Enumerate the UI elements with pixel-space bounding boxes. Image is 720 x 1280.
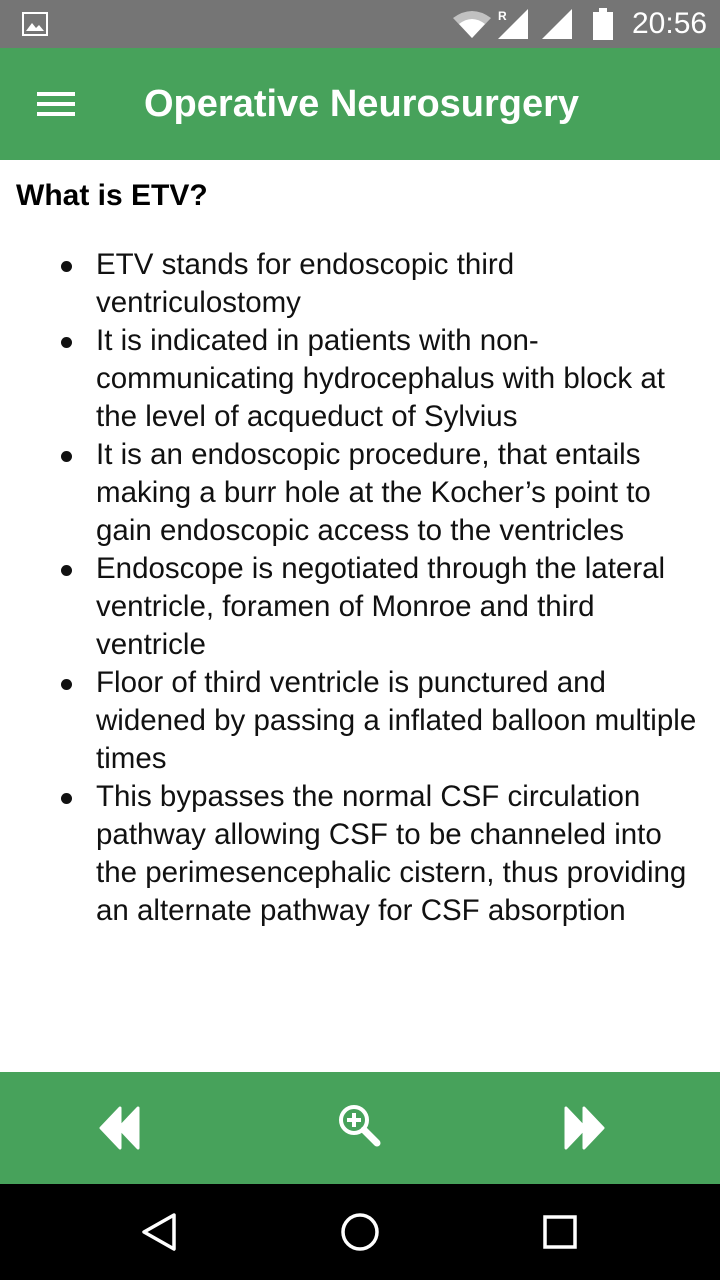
app-title: Operative Neurosurgery [144, 83, 580, 125]
list-item [96, 322, 708, 436]
bullet-dot-icon [61, 261, 72, 272]
system-back-button[interactable] [138, 1210, 182, 1254]
list-item-text: This bypasses the normal CSF circulation pathway allowing CSF to be channeled into the perimesencephalic cistern, thus providing an alternate pathway for CSF absorption [96, 780, 687, 927]
status-clock: 20:56 [632, 7, 708, 40]
gallery-icon [22, 12, 48, 36]
fast-forward-icon [560, 1104, 608, 1152]
list-item-text: ETV stands for endoscopic third ventriculostomy [96, 248, 515, 319]
next-page-button[interactable] [560, 1104, 608, 1152]
list-item [96, 778, 708, 930]
hamburger-menu-icon [26, 78, 84, 130]
bullet-dot-icon [61, 793, 72, 804]
battery-icon [592, 8, 614, 40]
system-recents-button[interactable] [538, 1210, 582, 1254]
status-bar [0, 0, 720, 48]
page-heading: What is ETV? [16, 179, 208, 212]
list-item [96, 664, 708, 778]
app-bar [0, 48, 720, 160]
menu-button[interactable] [26, 78, 84, 130]
zoom-in-icon [336, 1102, 386, 1152]
previous-page-button[interactable] [96, 1104, 144, 1152]
recents-square-icon [538, 1210, 582, 1254]
zoom-button[interactable] [336, 1102, 386, 1152]
bullet-dot-icon [61, 337, 72, 348]
list-item-text: It is indicated in patients with non-communicating hydrocephalus with block at the level of acqueduct of Sylvius [96, 324, 665, 433]
signal-icon [540, 8, 574, 40]
list-item-text: It is an endoscopic procedure, that entails making a burr hole at the Kocher’s point to gain endoscopic access to the ventricles [96, 438, 651, 547]
system-home-button[interactable] [338, 1210, 382, 1254]
list-item-text: Floor of third ventricle is punctured and widened by passing a inflated balloon multiple times [96, 666, 697, 775]
bullet-list [96, 246, 708, 930]
home-circle-icon [338, 1210, 382, 1254]
back-triangle-icon [138, 1210, 182, 1254]
list-item-text: Endoscope is negotiated through the lateral ventricle, foramen of Monroe and third ventricle [96, 552, 666, 661]
bullet-dot-icon [61, 451, 72, 462]
wifi-icon [452, 10, 492, 40]
rewind-icon [96, 1104, 144, 1152]
list-item [96, 550, 708, 664]
signal-r-icon [496, 8, 530, 40]
content-area[interactable] [0, 160, 720, 1072]
bullet-dot-icon [61, 565, 72, 576]
bottom-toolbar [0, 1072, 720, 1184]
system-navigation-bar [0, 1184, 720, 1280]
list-item [96, 436, 708, 550]
bullet-dot-icon [61, 679, 72, 690]
svg-text:R: R [498, 9, 507, 23]
list-item [96, 246, 708, 322]
